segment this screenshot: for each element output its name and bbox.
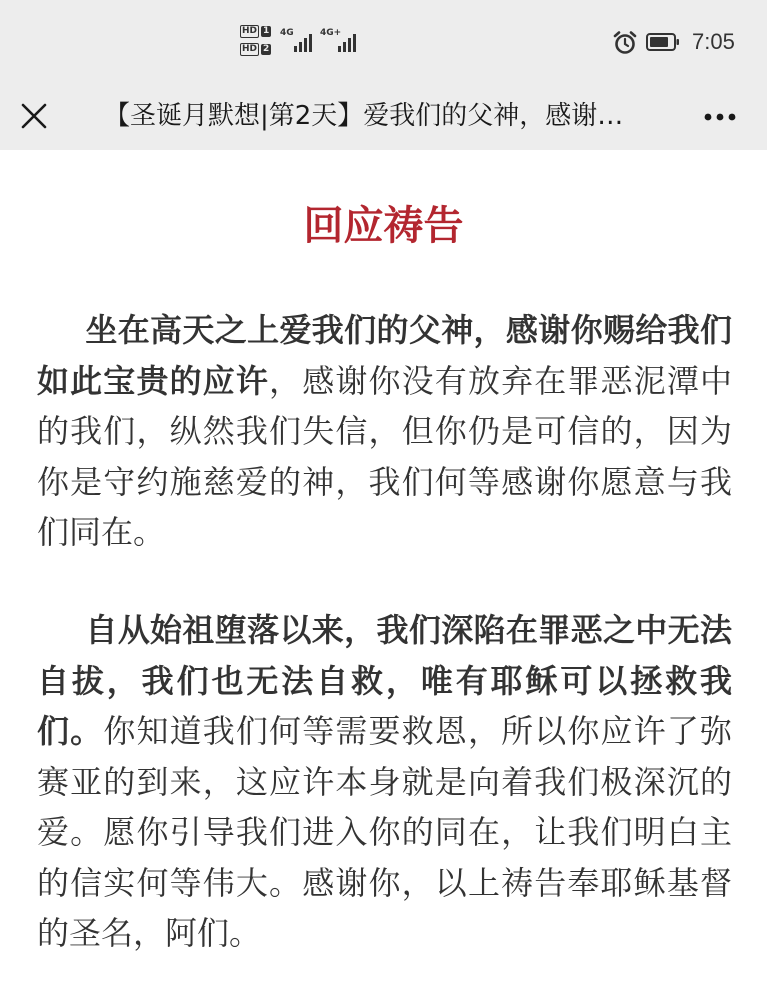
sim-indicators	[240, 24, 276, 60]
paragraph-1-bold: 坐在高天之上爱我们的父神，感谢你赐给我们如此宝贵的应许	[37, 311, 732, 400]
prayer-paragraph-2	[37, 605, 732, 959]
status-bar	[0, 0, 767, 86]
network2-label: 4G+	[320, 28, 342, 38]
nav-bar	[0, 86, 767, 150]
sim2-hd-label: HD	[242, 43, 258, 54]
paragraph-2-text: 你知道我们何等需要救恩，所以你应许了弥赛亚的到来，这应许本身就是向着我们极深沉的爱。愿你引导我们进入你的同在，让我们明白主的信实何等伟大。感谢你，以上祷告奉耶稣基督的圣名，阿们。	[37, 712, 732, 952]
sim1-indicator	[240, 24, 276, 38]
alarm-icon	[612, 30, 638, 56]
article-heading: 回应祷告	[303, 203, 464, 249]
more-icon[interactable]	[698, 100, 742, 134]
article-content	[0, 150, 767, 1000]
paragraph-1-text: ，感谢你没有放弃在罪恶泥潭中的我们，纵然我们失信，但你仍是可信的，因为你是守约施慈爱的神，我们何等感谢你愿意与我们同在。	[37, 361, 732, 551]
paragraph-2-bold: 自从始祖堕落以来，我们深陷在罪恶之中无法自拔，我们也无法自救，唯有耶稣可以拯救我们。	[37, 611, 732, 750]
signal1-icon	[280, 28, 316, 54]
status-time: 7:05	[692, 29, 735, 54]
sim1-number: 1	[263, 25, 270, 36]
network1-label: 4G	[280, 28, 294, 38]
signal2-icon	[320, 28, 360, 54]
sim2-indicator	[240, 42, 276, 56]
sim2-number: 2	[263, 43, 270, 54]
prayer-paragraph-1	[37, 305, 732, 558]
nav-title: 【圣诞月默想|第2天】爱我们的父神，感谢…	[104, 101, 624, 131]
battery-icon	[646, 33, 680, 51]
close-icon[interactable]	[14, 96, 54, 136]
sim1-hd-label: HD	[242, 25, 258, 36]
